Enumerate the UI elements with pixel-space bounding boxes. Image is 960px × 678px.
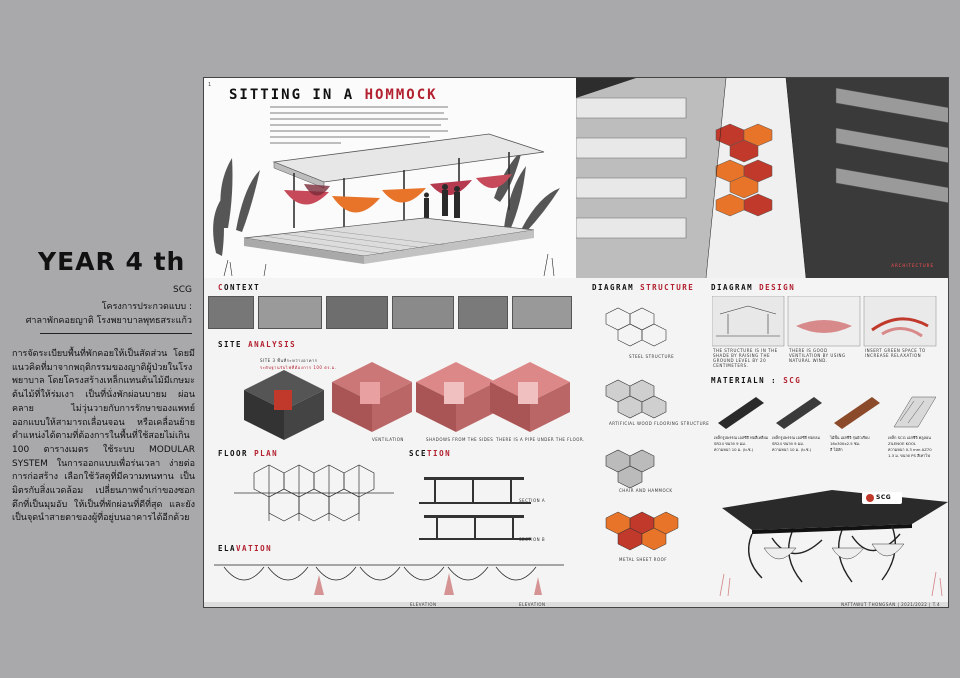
elevation-title: ELAVATION xyxy=(218,544,273,553)
elevation-drawing xyxy=(204,555,574,605)
footer-strip xyxy=(204,602,948,607)
site-note-1: SITE 3 พื้นที่ระหว่างอาคาร xyxy=(260,358,318,363)
context-photo-5 xyxy=(458,296,508,329)
material-samples xyxy=(714,391,944,431)
context-photo-6 xyxy=(512,296,572,329)
structure-caption-wood: ARTIFICIAL WOOD FLOORING STRUCTURE xyxy=(609,421,710,426)
presentation-board xyxy=(203,77,949,608)
structure-exploded-diagram xyxy=(596,296,706,586)
scg-logo: SCG xyxy=(876,494,892,501)
context-photo-1 xyxy=(208,296,254,329)
elevation-caption-1: ELEVATION xyxy=(410,602,437,607)
design-diagrams xyxy=(712,296,937,351)
site-caption-shadows: SHADOWS FROM THE SIDES xyxy=(426,437,494,442)
board-title-part1: SITTING IN A xyxy=(229,87,365,103)
context-photo-3 xyxy=(326,296,388,329)
pavilion-render xyxy=(712,478,949,598)
info-column xyxy=(0,0,200,678)
section-b-label: SECTION B xyxy=(519,537,546,542)
design-caption-green: INSERT GREEN SPACE TO INCREASE RELAXATION xyxy=(865,348,926,358)
material-2: เหล็กรูปพรรณ เอสซีจี ท่อกลม SR24 ขนาด 9 มม. ความหนา 10 ม. (พ.ซ.) xyxy=(772,435,821,452)
site-analysis-title: SITE ANALYSIS xyxy=(218,340,297,349)
context-photo-2 xyxy=(258,296,322,329)
divider xyxy=(40,333,192,334)
design-caption-shade: THE STRUCTURE IS IN THE SHADE BY RAISING THE GROUND LEVEL BY 20 CENTIMETERS. xyxy=(713,348,778,368)
context-photo-4 xyxy=(392,296,454,329)
site-caption-pipe: THERE IS A PIPE UNDER THE FLOOR. xyxy=(496,437,585,442)
section-drawings xyxy=(414,463,584,543)
footer-credit: NATTAWUT THONGSAN | 2021/2022 | T.4 xyxy=(841,602,940,607)
diagram-structure-title: DIAGRAM STRUCTURE xyxy=(592,283,695,292)
aerial-perspective xyxy=(576,78,949,278)
project-line-1: โครงการประกวดแบบ : xyxy=(101,302,192,312)
organizer-label: SCG xyxy=(173,285,192,295)
site-caption-ventilation: VENTILATION xyxy=(372,437,404,442)
structure-caption-chair: CHAIR AND HAMMOCK xyxy=(619,488,673,493)
material-1: เหล็กรูปพรรณ เอสซีจี ท่อสี่เหลี่ยม SR24 ขนาด 9 มม. ความหนา 10 ม. (พ.ซ.) xyxy=(714,435,769,452)
design-caption-ventilation: THERE IS GOOD VENTILATION BY USING NATURAL WIND. xyxy=(789,348,846,363)
material-3: ไม้พื้น เอสซีจี รุ่นผิวเรียบ 16x300x2.5 ซม. สี ไม้สัก xyxy=(830,435,870,452)
site-analysis-diagrams xyxy=(204,340,574,440)
material-title: MATERIALN : SCG xyxy=(711,376,802,385)
context-title: CONTEXT xyxy=(218,283,261,292)
section-title: SCETION xyxy=(409,449,452,458)
floor-plan-drawing xyxy=(224,463,404,543)
section-a-label: SECTION A xyxy=(519,498,546,503)
diagram-design-title: DIAGRAM DESIGN xyxy=(711,283,796,292)
site-note-2: ระดับฐานรับไฟที่ต้องการ 100 ตร.ม. xyxy=(260,365,337,370)
perspective-tag: ARCHITECTURE xyxy=(891,263,934,268)
floor-plan-title: FLOOR PLAN xyxy=(218,449,279,458)
hero-render xyxy=(204,78,576,278)
project-line-2: ศาลาพักคอยญาติ โรงพยาบาลพุทธสระแก้ว xyxy=(25,316,192,326)
elevation-caption-2: ELEVATION xyxy=(519,602,546,607)
page-number-left: 1 xyxy=(208,82,212,88)
perspective-illustration xyxy=(576,78,949,278)
structure-caption-steel: STEEL STRUCTURE xyxy=(629,354,675,359)
year-heading: YEAR 4 th xyxy=(38,247,186,276)
board-title-part2: HOMMOCK xyxy=(364,87,438,103)
material-4: เหล็ก SCG เอสซีจี คลูลอน ZILENOE KOOL ความหนา 0.3 mm AZ70 1.3 ม. ขนาด PS สีเทาไฟ xyxy=(888,435,932,458)
structure-caption-roof: METAL SHEET ROOF xyxy=(619,557,668,562)
hero-illustration xyxy=(204,78,576,278)
project-description: การจัดระเบียบพื้นที่พักคอยให้เป็นสัดส่วน โดยมีแนวคิดที่มาจากพฤติกรรมของญาติผู้ป่วยในโรงพยาบาล โดยโครงสร้างเหล็กแทนต้นไม้มีเกษมะต้นไม้ที่ให้ร่มเงา เป็นที่นั่งพักผ่อนบายม ผ่อนคลาย ไม่วุ่นวายกับการรักษาของแพทย์ ออกแบบให้สามารถเลื่อนจอน หรือเคลื่อนย้ายตำแหน่งได้ตามที่ต้องการในพื้นที่ใช้สอยไม่เกิน 100 ตารางเมตร ใช้ระบบ MODULAR SYSTEM ในการออกแบบเพื่อร่นเวลา ง่ายต่อการก่อสร้าง เลือกใช้วัสดุที่มีความทนทาน เป็นมิตรกับสิ่งแวดล้อม เปลี่ยนภาพจำเก่าของซอกตึกที่เป็นมุมอับ ให้เป็นที่พักผ่อนที่ดีที่สุด และยังเป็นจุดนำสายตาของผู้ที่อยู่บนอาคารได้อีกด้วย xyxy=(12,349,195,524)
